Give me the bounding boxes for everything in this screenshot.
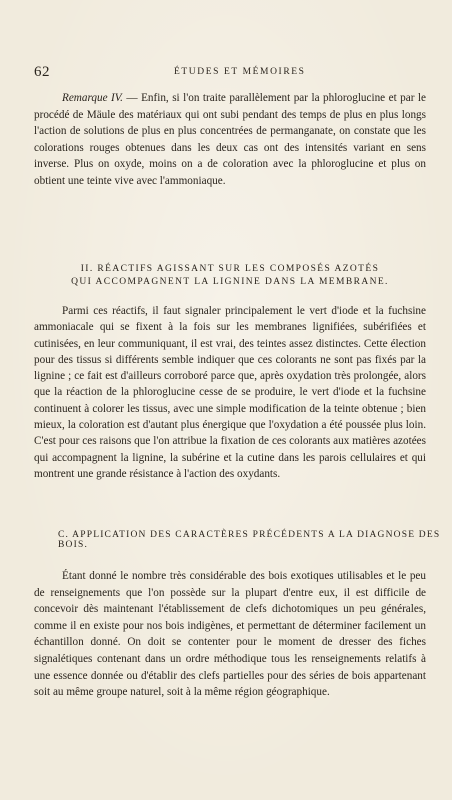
section-heading-reactifs (34, 263, 426, 289)
section-heading-application: C. APPLICATION DES CARACTÈRES PRÉCÉDENTS A LA DIAGNOSE DES BOIS. (58, 530, 441, 550)
application-paragraph: Étant donné le nombre très considérable des bois exotiques utilisables et le peu de renseignements que l'on possède sur la plupart d'entre eux, il est difficile de concevoir dès maintenant l'établissement de clefs dichotomiques un peu générales, comme il en existe pour nos bois indigènes, et permettant de déterminer facilement un échantillon donné. On doit se contenter pour le moment de dresser des fiches signalétiques contenant dans un ordre méthodique tous les renseignements relatifs à une essence donnée ou d'établir des clefs partielles pour des séries de bois appartenant soit au même groupe naturel, soit à la même région géographique. (34, 570, 426, 699)
reactifs-paragraph: Parmi ces réactifs, il faut signaler principalement le vert d'iode et la fuchsine ammoniacale qui se fixent à la fois sur les membranes lignifiées, subérifiées et cutinisées, en leur communiquant, il est vrai, des teintes assez distinctes. Cette élection pour des tissus si différents semble indiquer que ces colorants ne sont pas fixés par la lignine ; ce fait est d'ailleurs corroboré parce que, après oxydation très prolongée, alors que la réaction de la phloroglucine cesse de se produire, le vert d'iode et la fuchsine continuent à colorer les tissus, avec une simple modification de la teinte obtenue ; bien mieux, la coloration est d'autant plus énergique que l'oxydation a été poussée plus loin. C'est pour ces raisons que l'on attribue la fixation de ces colorants aux matières azotées qui accompagnent la lignine, la subérine et la cutine dans les parois cellulaires et qui montrent une grande résistance à l'action des oxydants. (34, 305, 426, 480)
remark-label: Remarque IV. (62, 92, 123, 104)
page-number: 62 (34, 64, 50, 80)
section-heading-line-1: II. RÉACTIFS AGISSANT SUR LES COMPOSÉS AZOTÉS (80, 264, 380, 274)
remark-text: — Enfin, si l'on traite parallèlement par la phloroglucine et par le procédé de Mäule des matériaux qui ont subi pendant des temps de plus en plus longs l'action de solutions de plus en plus concentrées de permanganate, on constate que les colorations rouges obtenues dans les deux cas ont des intensités variant en sens inverse. Plus on oxyde, moins on a de coloration avec la phloroglucine et plus on obtient une teinte vive avec l'ammoniaque. (34, 92, 426, 187)
running-head: ÉTUDES ET MÉMOIRES (174, 67, 306, 77)
remark-paragraph (34, 90, 426, 189)
section-heading-line-2: QUI ACCOMPAGNENT LA LIGNINE DANS LA MEMBRANE. (71, 277, 389, 287)
page-header (34, 64, 426, 80)
